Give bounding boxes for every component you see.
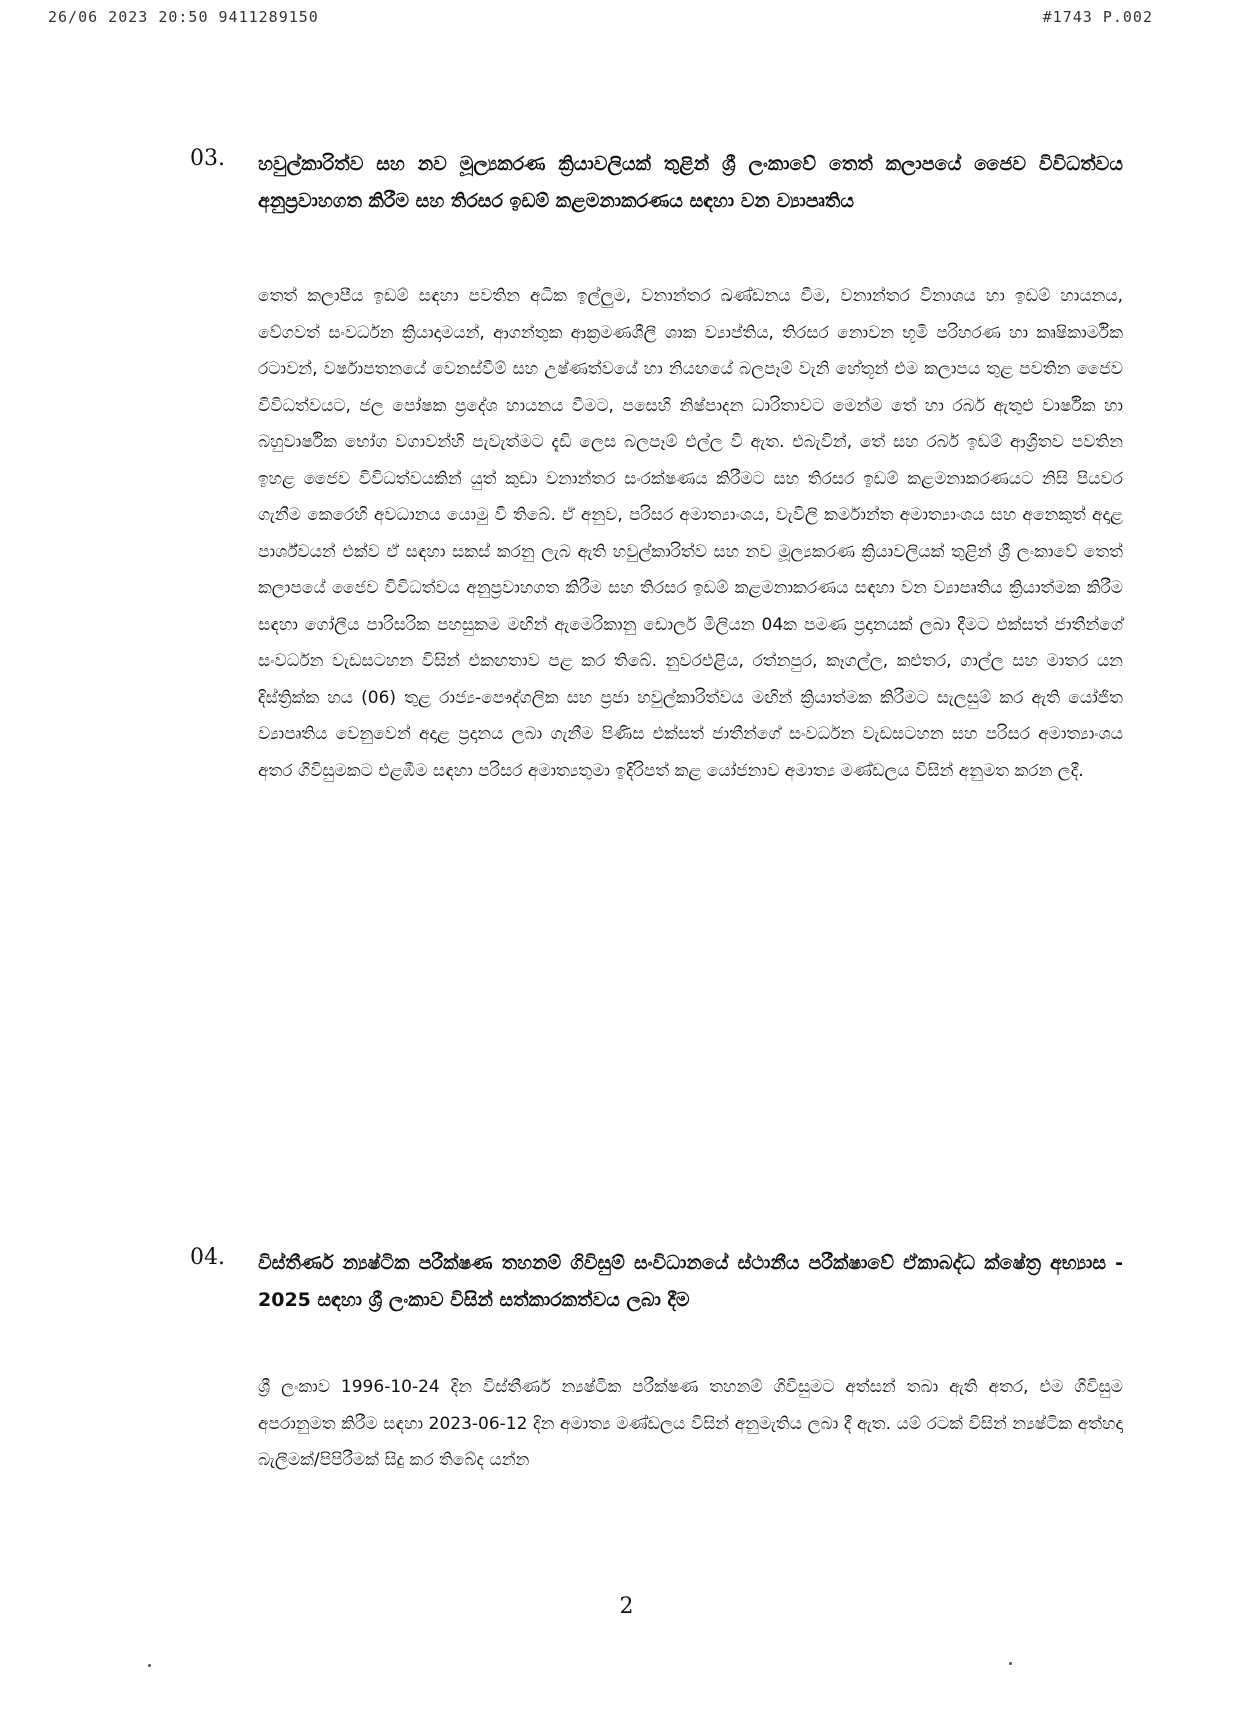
- scan-speck: [1009, 1662, 1012, 1665]
- fax-header-datetime: 26/06 2023 20:50 9411289150: [48, 8, 319, 26]
- section-03: [190, 146, 1123, 789]
- fax-transmission-header: [48, 8, 1153, 32]
- section-body: ශ්‍රී ලංකාව 1996-10-24 දින විස්තීර්ණ න්‍යෂ්ටික පරීක්ෂණ තහනම් ගිවිසුමට අත්සන් තබා ඇති අතර, එම ගිවිසුම අපරානුමත කිරීම සඳහා 2023-06-12 දින අමාත්‍ය මණ්ඩලය විසින් අනුමැතිය ලබා දී ඇත. යම් රටක් විසින් න්‍යෂ්ටික අත්හදා බැලීමක්/පිපිරීමක් සිදු කර තිබේද යන්න: [258, 1377, 1123, 1470]
- section-number: 04.: [190, 1245, 225, 1270]
- page-number: 2: [619, 1594, 634, 1619]
- section-body: තෙත් කලාපීය ඉඩම් සඳහා පවතින අධික ඉල්ලුම, වනාන්තර ඛණ්ඩනය වීම, වනාන්තර විනාශය හා ඉඩම් හායනය, වේගවත් සංවර්ධන ක්‍රියාදාමයන්, ආගන්තුක ආක්‍රමණශීලී ශාක ව්‍යාප්තිය, තිරසර නොවන භූමි පරිහරණ හා කෘෂිකාර්මික රටාවන්, වර්ෂාපතනයේ වෙනස්වීම් සහ උෂ්ණත්වයේ හා නියඟයේ බලපෑම් වැනි හේතූන් එම කලාපය තුළ පවතින ජෛව විවිධත්වයට, ජල පෝෂක ප්‍රදේශ හායනය වීමට, පසෙහි නිෂ්පාදන ධාරිතාවට මෙන්ම තේ හා රබර් ඇතුළු වාර්ෂික හා බහුවාර්ෂික භෝග වගාවන්හි පැවැත්මට දැඩි ලෙස බලපෑම් එල්ල වී ඇත. එබැවින්, තේ සහ රබර් ඉඩම් ආශ්‍රිතව පවතින ඉහළ ජෛව විවිධත්වයකින් යුත් කුඩා වනාන්තර සංරක්ෂණය කිරීමට සහ තිරසර ඉඩම් කළමනාකරණයට නිසි පියවර ගැනීම කෙරෙහි අවධානය යොමු වී තිබේ. ඒ අනුව, පරිසර අමාත්‍යාංශය, වැවිලි කර්මාන්ත අමාත්‍යාංශය සහ අනෙකුත් අදාළ පාර්ශ්වයන් එක්ව ඒ සඳහා සකස් කරනු ලැබ ඇති හවුල්කාරිත්ව සහ නව මූල්‍යකරණ ක්‍රියාවලියක් තුළින් ශ්‍රී ලංකාවේ තෙත් කලාපයේ ජෛව විවිධත්වය අනුප්‍රවාහගත කිරීම සහ තිරසර ඉඩම් කළමනාකරණය සඳහා වන ව්‍යාපෘතිය ක්‍රියාත්මක කිරීම සඳහා ගෝලීය පාරිසරික පහසුකම මඟින් ඇමෙරිකානු ඩොලර් මිලියන 04ක පමණ ප්‍රදානයක් ලබා දීමට එක්සත් ජාතීන්ගේ සංවර්ධන වැඩසටහන විසින් එකඟතාව පළ කර තිබේ. නුවරඑළිය, රත්නපුර, කෑගල්ල, කළුතර, ගාල්ල සහ මාතර යන දිස්ත්‍රික්ක හය (06) තුළ රාජ්‍ය-පෞද්ගලික සහ ප්‍රජා හවුල්කාරිත්වය මඟින් ක්‍රියාත්මක කිරීමට සැලසුම් කර ඇති යෝජිත ව්‍යාපෘතිය වෙනුවෙන් අදාළ ප්‍රදානය ලබා ගැනීම පිණිස එක්සත් ජාතීන්ගේ සංවර්ධන වැඩසටහන සහ පරිසර අමාත්‍යාංශය අතර ගිවිසුමකට එළඹීම සඳහා පරිසර අමාත්‍යතුමා ඉදිරිපත් කළ යෝජනාව අමාත්‍ය මණ්ඩලය විසින් අනුමත කරන ලදී.: [258, 286, 1123, 781]
- scan-speck: [148, 1664, 151, 1667]
- fax-header-page-ref: #1743 P.002: [1042, 8, 1153, 26]
- section-number: 03.: [190, 146, 225, 171]
- section-title: හවුල්කාරිත්ව සහ නව මූල්‍යකරණ ක්‍රියාවලියක් තුළින් ශ්‍රී ලංකාවේ තෙත් කලාපයේ ජෛව විවිධත්වය අනුප්‍රවාහගත කිරීම සහ තිරසර ඉඩම් කළමනාකරණය සඳහා වන ව්‍යාපෘතිය: [258, 153, 1123, 212]
- section-04: [190, 1245, 1123, 1479]
- section-title: විස්තීර්ණ න්‍යෂ්ටික පරීක්ෂණ තහනම් ගිවිසුම් සංවිධානයේ ස්ථානීය පරීක්ෂාවේ ඒකාබද්ධ ක්ෂේත්‍ර අභ්‍යාස - 2025 සඳහා ශ්‍රී ලංකාව විසින් සත්කාරකත්වය ලබා දීම: [258, 1252, 1123, 1311]
